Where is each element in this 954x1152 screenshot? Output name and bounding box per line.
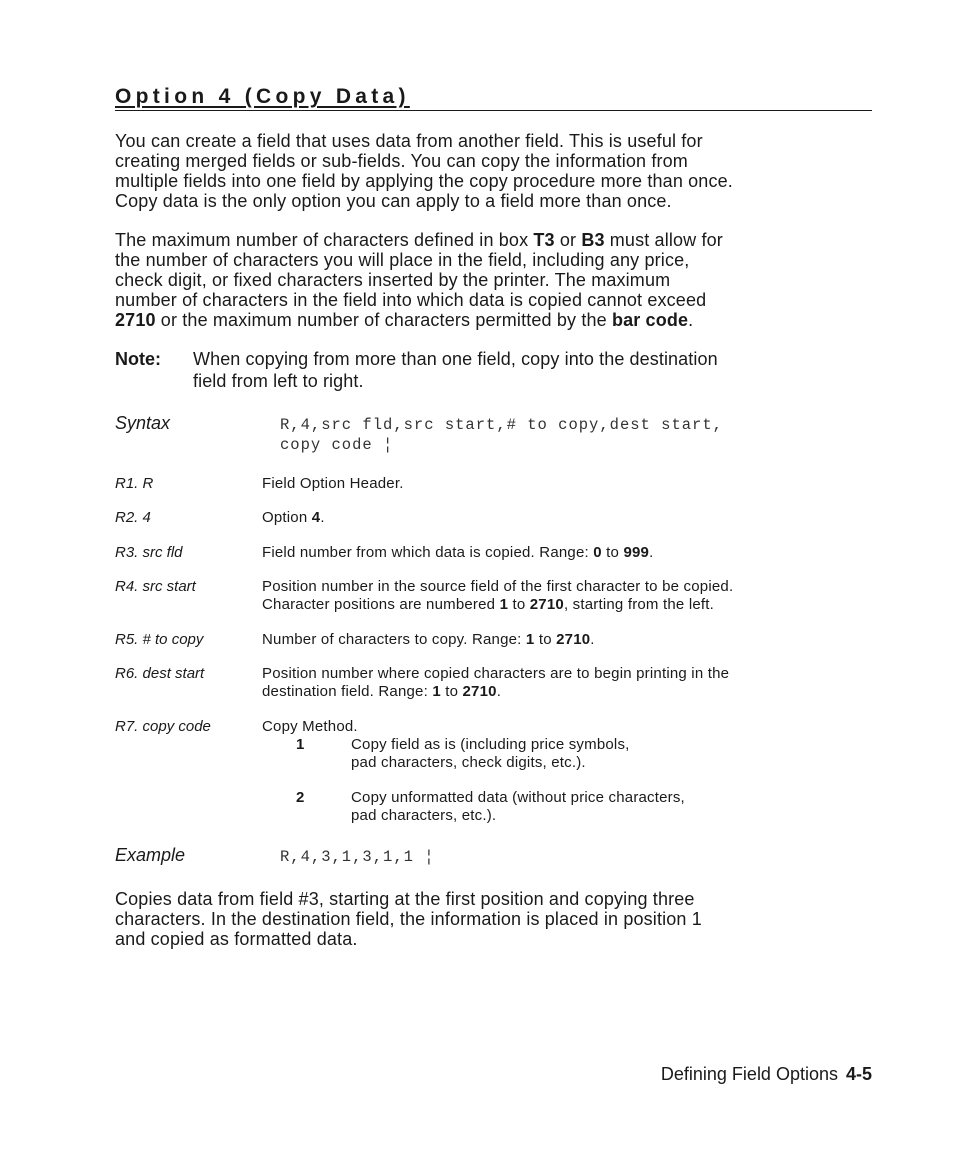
param-r2-desc: Option 4.: [262, 509, 325, 526]
outro-line: characters. In the destination field, the information is placed in position 1: [115, 909, 702, 929]
param-r7-name: R7. copy code: [115, 718, 211, 735]
syntax-code: R,4,src fld,src start,# to copy,dest start, copy code ¦: [280, 416, 723, 454]
copy-code-1-number: 1: [296, 736, 305, 753]
param-r5-name: R5. # to copy: [115, 631, 204, 648]
param-r2-name: R2. 4: [115, 509, 151, 526]
param-r1-name: R1. R: [115, 475, 154, 492]
copy-code-2-number: 2: [296, 789, 305, 806]
max-line: the number of characters you will place in the field, including any price,: [115, 250, 690, 270]
param-r3-desc: Field number from which data is copied. Range: 0 to 999.: [262, 544, 654, 561]
example-code: R,4,3,1,3,1,1 ¦: [280, 848, 435, 866]
example-label: Example: [115, 845, 186, 865]
page-footer: [661, 1063, 872, 1085]
footer-page-number: 4-5: [845, 1064, 872, 1084]
max-line: check digit, or fixed characters inserted by the printer. The maximum: [115, 270, 671, 290]
outro-paragraph: [115, 889, 875, 949]
param-r4-desc: Position number in the source field of the first character to be copied. Character positions are numbered 1 to 2710, starting from the left.: [262, 578, 734, 613]
intro-line: Copy data is the only option you can apply to a field more than once.: [115, 191, 672, 211]
max-characters-paragraph: [115, 230, 875, 330]
param-r1-desc: Field Option Header.: [262, 475, 404, 492]
syntax-label: Syntax: [115, 413, 171, 433]
param-r7-desc: Copy Method.: [262, 718, 358, 735]
outro-line: Copies data from field #3, starting at the first position and copying three: [115, 889, 695, 909]
intro-line: You can create a field that uses data from another field. This is useful for: [115, 131, 703, 151]
max-line: 2710 or the maximum number of characters permitted by the bar code.: [115, 310, 694, 330]
outro-line: and copied as formatted data.: [115, 929, 358, 949]
copy-code-1-desc: Copy field as is (including price symbols, pad characters, check digits, etc.).: [351, 736, 630, 771]
footer-section-title: Defining Field Options: [660, 1064, 838, 1084]
note-label: Note:: [115, 349, 161, 369]
intro-paragraph: [115, 131, 875, 211]
param-r6-name: R6. dest start: [115, 665, 205, 682]
intro-line: multiple fields into one field by applying the copy procedure more than once.: [115, 171, 733, 191]
section-heading: Option 4 (Copy Data): [115, 84, 872, 111]
param-r4-name: R4. src start: [115, 578, 196, 595]
max-line: The maximum number of characters defined in box T3 or B3 must allow for: [115, 230, 723, 250]
intro-line: creating merged fields or sub-fields. You can copy the information from: [115, 151, 688, 171]
param-r3-name: R3. src fld: [115, 544, 183, 561]
max-line: number of characters in the field into which data is copied cannot exceed: [115, 290, 707, 310]
param-r6-desc: Position number where copied characters are to begin printing in the destination field. Range: 1 to 2710.: [262, 665, 730, 700]
param-r5-desc: Number of characters to copy. Range: 1 to 2710.: [262, 631, 595, 648]
copy-code-2-desc: Copy unformatted data (without price characters, pad characters, etc.).: [351, 789, 685, 824]
note-text: When copying from more than one field, copy into the destination field from left to right.: [193, 349, 718, 391]
